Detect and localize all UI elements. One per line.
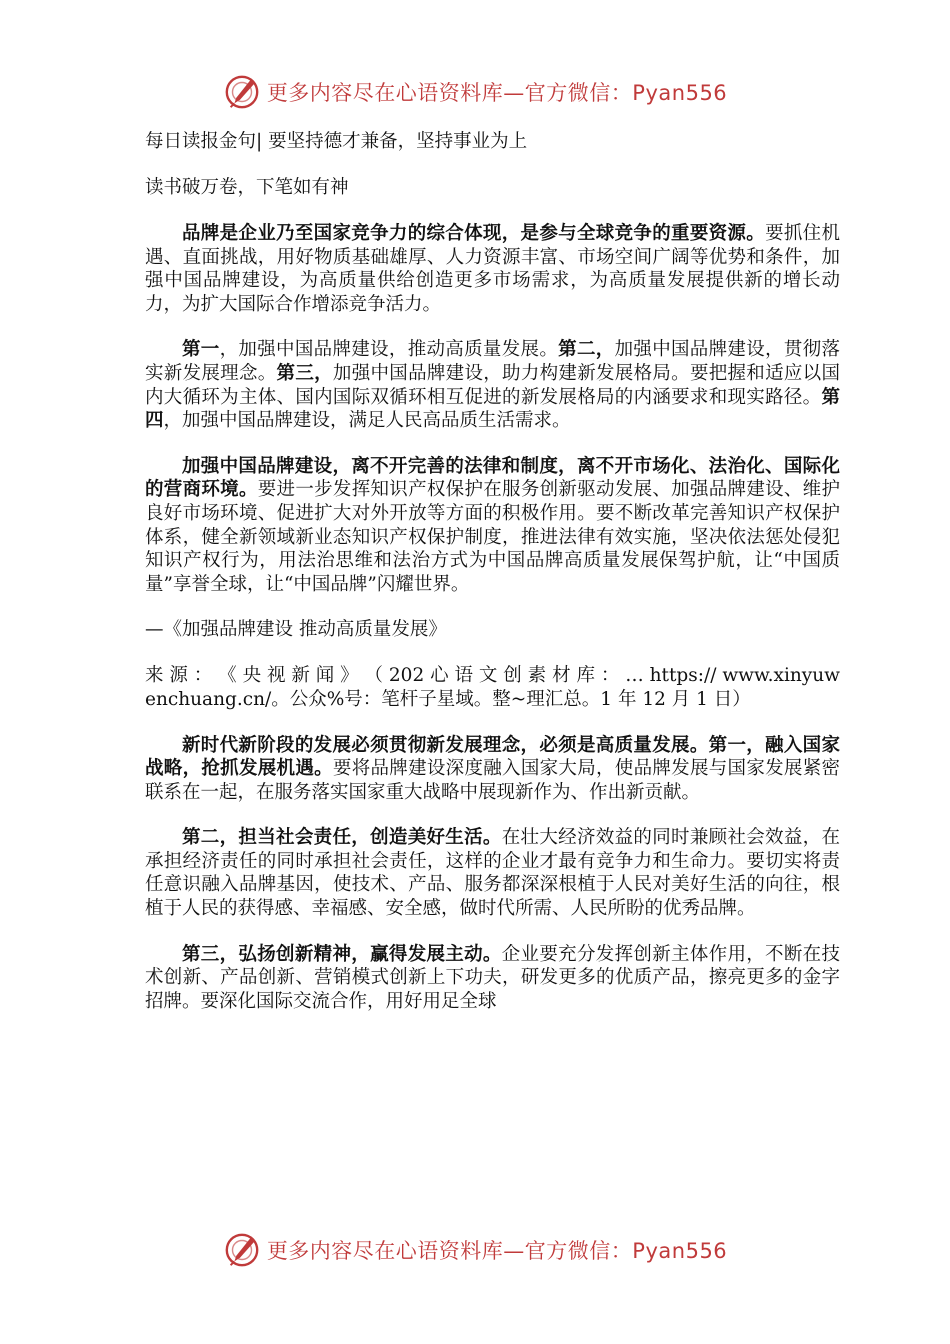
paragraph-6-lead: 第三，弘扬创新精神，赢得发展主动。 — [182, 943, 502, 965]
paragraph-2 — [145, 338, 840, 432]
paragraph-4-lead: 新时代新阶段的发展必须贯彻新发展理念，必须是高质量发展。第一，融入国家战略，抢抓发展机遇。 — [145, 734, 840, 780]
quote-source: —《加强品牌建设 推动高质量发展》 — [145, 619, 447, 641]
header-banner — [0, 70, 950, 114]
banner-text: 更多内容尽在心语资料库—官方微信：Pyan556 — [266, 1239, 728, 1263]
paragraph-5-lead: 第二，担当社会责任，创造美好生活。 — [182, 827, 502, 849]
paragraph-2-b4: 第四 — [145, 386, 840, 432]
paragraph-3-body: 要进一步发挥知识产权保护在服务创新驱动发展、加强品牌建设、维护良好市场环境、促进扩大对外开放等方面的积极作用。要不断改革完善知识产权保护体系，健全新领域新业态知识产权保护制度，推进法律有效实施，坚决依法惩处侵犯知识产权行为，用法治思维和法治方式为中国品牌高质量发展保驾护航，让“中国质量”享誉全球，让“中国品牌”闪耀世界。 — [145, 479, 840, 595]
paragraph-5-body: 在壮大经济效益的同时兼顾社会效益，在承担经济责任的同时承担社会责任，这样的企业才最有竞争力和生命力。要切实将责任意识融入品牌基因，使技术、产品、服务都深深根植于人民对美好生活的向往，根植于人民的获得感、幸福感、安全感，做时代所需、人民所盼的优秀品牌。 — [145, 827, 840, 920]
paragraph-1-body: 要抓住机遇、直面挑战，用好物质基础雄厚、人力资源丰富、市场空间广阔等优势和条件，加强中国品牌建设，为高质量供给创造更多市场需求，为高质量发展提供新的增长动力，为扩大国际合作增添竞争活力。 — [145, 223, 840, 315]
paragraph-2-b3: 第三， — [276, 362, 333, 384]
paragraph-6-body: 企业要充分发挥创新主体作用，不断在技术创新、产品创新、营销模式创新上下功夫，研发更多的优质产品，擦亮更多的金字招牌。要深化国际交流合作，用好用足全球 — [145, 943, 840, 1012]
source-line: 来 源 ： 《 央 视 新 闻 》 （ 202 心 语 文 创 素 材 库 ： … https:// www.xinyuwenchuang.cn/。公众%号：笔杆子星域。整~理汇总。1 年 12 月 1 日） — [145, 665, 840, 710]
paragraph-6 — [145, 943, 840, 1014]
quill-logo-icon — [223, 1231, 261, 1269]
paragraph-4 — [145, 734, 840, 805]
document-body — [145, 130, 840, 1013]
page-subtitle: 读书破万卷，下笔如有神 — [145, 177, 349, 198]
paragraph-2-b2: 第二， — [558, 339, 615, 361]
paragraph-2-t4: ，加强中国品牌建设，满足人民高品质生活需求。 — [163, 410, 571, 432]
footer-banner — [0, 1228, 950, 1272]
paragraph-5 — [145, 826, 840, 920]
paragraph-2-t2: 加强中国品牌建设，贯彻落实新发展理念。 — [145, 339, 840, 384]
paragraph-1 — [145, 222, 840, 316]
quill-logo-icon — [223, 73, 261, 111]
paragraph-1-lead: 品牌是企业乃至国家竞争力的综合体现，是参与全球竞争的重要资源。 — [182, 223, 766, 244]
banner-text: 更多内容尽在心语资料库—官方微信：Pyan556 — [266, 81, 728, 105]
paragraph-4-body: 要将品牌建设深度融入国家大局，使品牌发展与国家发展紧密联系在一起，在服务落实国家重大战略中展现新作为、作出新贡献。 — [145, 758, 840, 803]
paragraph-2-b1: 第一 — [182, 339, 220, 361]
paragraph-3 — [145, 455, 840, 597]
paragraph-3-lead: 加强中国品牌建设，离不开完善的法律和制度，离不开市场化、法治化、国际化的营商环境。 — [145, 455, 840, 501]
page-title: 每日读报金句| 要坚持德才兼备，坚持事业为上 — [145, 131, 528, 152]
paragraph-2-t1: ，加强中国品牌建设，推动高质量发展。 — [219, 339, 559, 361]
paragraph-2-t3: 加强中国品牌建设，助力构建新发展格局。要把握和适应以国内大循环为主体、国内国际双循环相互促进的新发展格局的内涵要求和现实路径。 — [145, 362, 840, 408]
